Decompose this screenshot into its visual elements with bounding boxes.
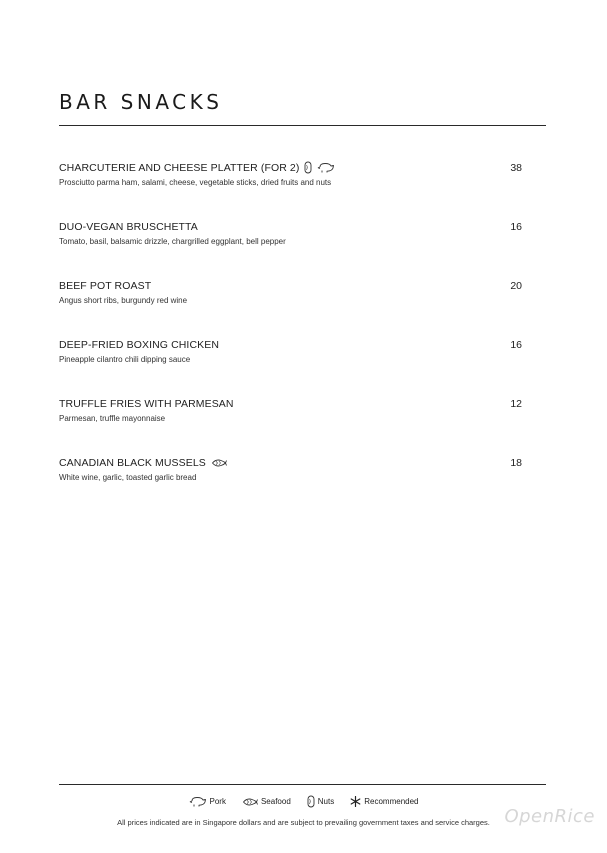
legend-label: Pork [209, 797, 226, 806]
item-description: Prosciutto parma ham, salami, cheese, vegetable sticks, dried fruits and nuts [59, 178, 332, 187]
item-description: Parmesan, truffle mayonnaise [59, 414, 166, 423]
item-name: TRUFFLE FRIES WITH PARMESAN [59, 397, 234, 410]
legend-item-seafood [242, 797, 291, 807]
item-name: CANADIAN BLACK MUSSELS [59, 456, 206, 469]
legend-item-recommended [350, 796, 418, 807]
seafood-icon [211, 458, 227, 468]
price-disclaimer: All prices indicated are in Singapore dollars and are subject to prevailing government taxes and service charges. [117, 818, 490, 827]
nuts-icon [304, 161, 312, 174]
menu-item [59, 455, 522, 514]
menu-item [59, 160, 522, 219]
legend-label: Recommended [364, 797, 419, 806]
item-price: 20 [510, 280, 522, 292]
legend-item-nuts [307, 795, 334, 808]
item-name: DEEP-FRIED BOXING CHICKEN [59, 338, 220, 351]
menu-item [59, 396, 522, 455]
asterisk-icon [350, 796, 361, 807]
seafood-icon [242, 797, 258, 807]
menu-item [59, 219, 522, 278]
footer-divider [59, 784, 546, 785]
title-divider [59, 125, 546, 126]
item-name: BEEF POT ROAST [59, 279, 152, 292]
pork-icon [189, 796, 207, 807]
item-description: Tomato, basil, balsamic drizzle, chargrilled eggplant, bell pepper [59, 237, 286, 246]
menu-list [59, 160, 522, 514]
pork-icon [317, 162, 335, 173]
openrice-watermark: OpenRice [504, 806, 595, 827]
item-price: 38 [510, 162, 522, 174]
menu-item [59, 278, 522, 337]
item-price: 12 [510, 398, 522, 410]
item-price: 16 [510, 221, 522, 233]
legend-label: Nuts [317, 797, 335, 806]
item-description: White wine, garlic, toasted garlic bread [59, 473, 197, 482]
legend-label: Seafood [260, 797, 291, 806]
item-price: 16 [510, 339, 522, 351]
nuts-icon [307, 795, 315, 808]
menu-item [59, 337, 522, 396]
item-description: Pineapple cilantro chili dipping sauce [59, 355, 191, 364]
item-price: 18 [510, 457, 522, 469]
item-name: DUO-VEGAN BRUSCHETTA [59, 220, 198, 233]
item-name: CHARCUTERIE AND CHEESE PLATTER (FOR 2) [59, 161, 300, 174]
legend-item-pork [189, 796, 226, 807]
item-description: Angus short ribs, burgundy red wine [59, 296, 188, 305]
page-title: BAR SNACKS [59, 90, 223, 114]
